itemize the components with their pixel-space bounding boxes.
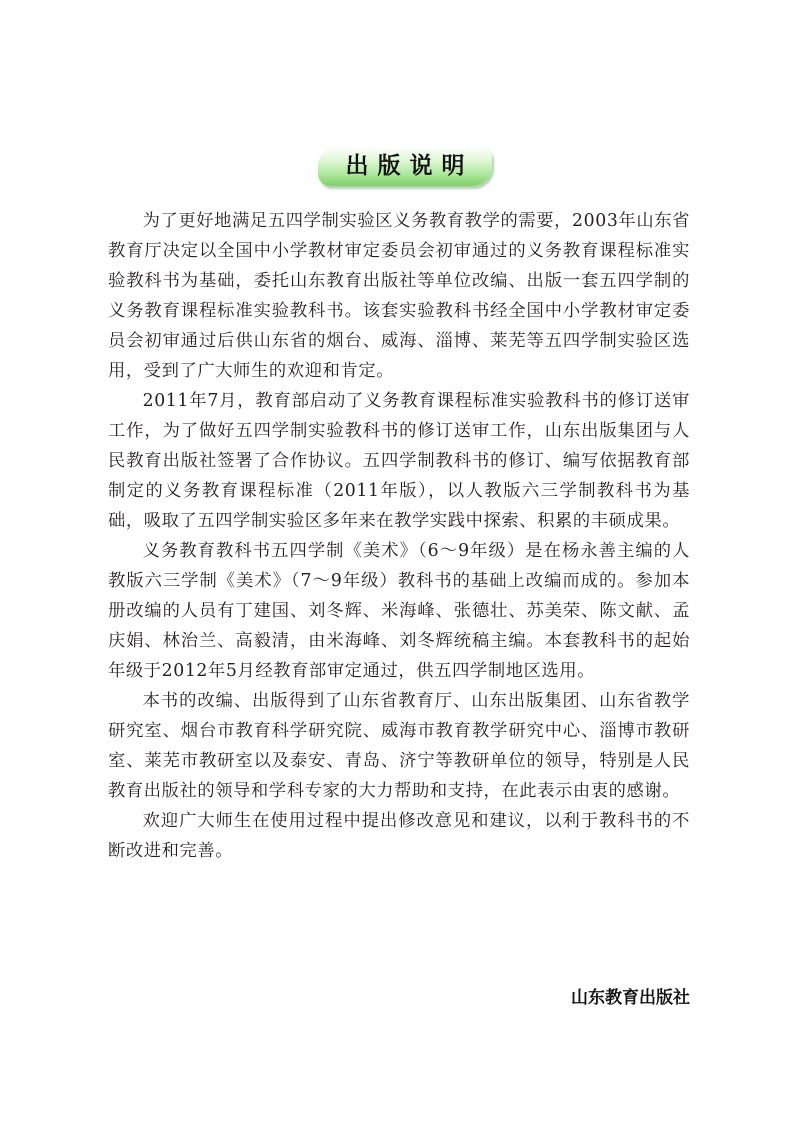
page-title: 出版说明: [345, 153, 474, 179]
paragraph-editors: 义务教育教科书五四学制《美术》（6～9年级）是在杨永善主编的人教版六三学制《美术》（7～9年级）教科书的基础上改编而成的。参加本册改编的人员有丁建国、刘冬辉、米海峰、张德壮、苏美荣、陈文献、孟庆娟、林治兰、高毅清，由米海峰、刘冬辉统稿主编。本套教科书的起始年级于2012年5月经教育部审定通过，供五四学制地区选用。: [108, 541, 690, 681]
paragraph-acknowledgements: 本书的改编、出版得到了山东省教育厅、山东出版集团、山东省教学研究室、烟台市教育科学研究院、威海市教育教学研究中心、淄博市教研室、莱芜市教研室以及泰安、青岛、济宁等教研单位的领导，特别是人民教育出版社的领导和学科专家的大力帮助和支持，在此表示由衷的感谢。: [108, 691, 690, 801]
main-content: [108, 206, 690, 866]
paragraph-feedback: 欢迎广大师生在使用过程中提出修改意见和建议，以利于教科书的不断改进和完善。: [108, 811, 690, 861]
paragraph-revision: 2011年7月，教育部启动了义务教育课程标准实验教科书的修订送审工作，为了做好五四学制实验教科书的修订送审工作，山东出版集团与人民教育出版社签署了合作协议。五四学制教科书的修订、编写依据教育部制定的义务教育课程标准（2011年版），以人教版六三学制教科书为基础，吸取了五四学制实验区多年来在教学实践中探索、积累的丰硕成果。: [108, 391, 690, 531]
title-badge: [318, 146, 492, 186]
paragraph-intro: 为了更好地满足五四学制实验区义务教育教学的需要，2003年山东省教育厅决定以全国中小学教材审定委员会初审通过的义务教育课程标准实验教科书为基础，委托山东教育出版社等单位改编、出版一套五四学制的义务教育课程标准实验教科书。该套实验教科书经全国中小学教材审定委员会初审通过后供山东省的烟台、威海、淄博、莱芜等五四学制实验区选用，受到了广大师生的欢迎和肯定。: [108, 211, 690, 381]
publisher-signature: 山东教育出版社: [571, 988, 690, 1008]
